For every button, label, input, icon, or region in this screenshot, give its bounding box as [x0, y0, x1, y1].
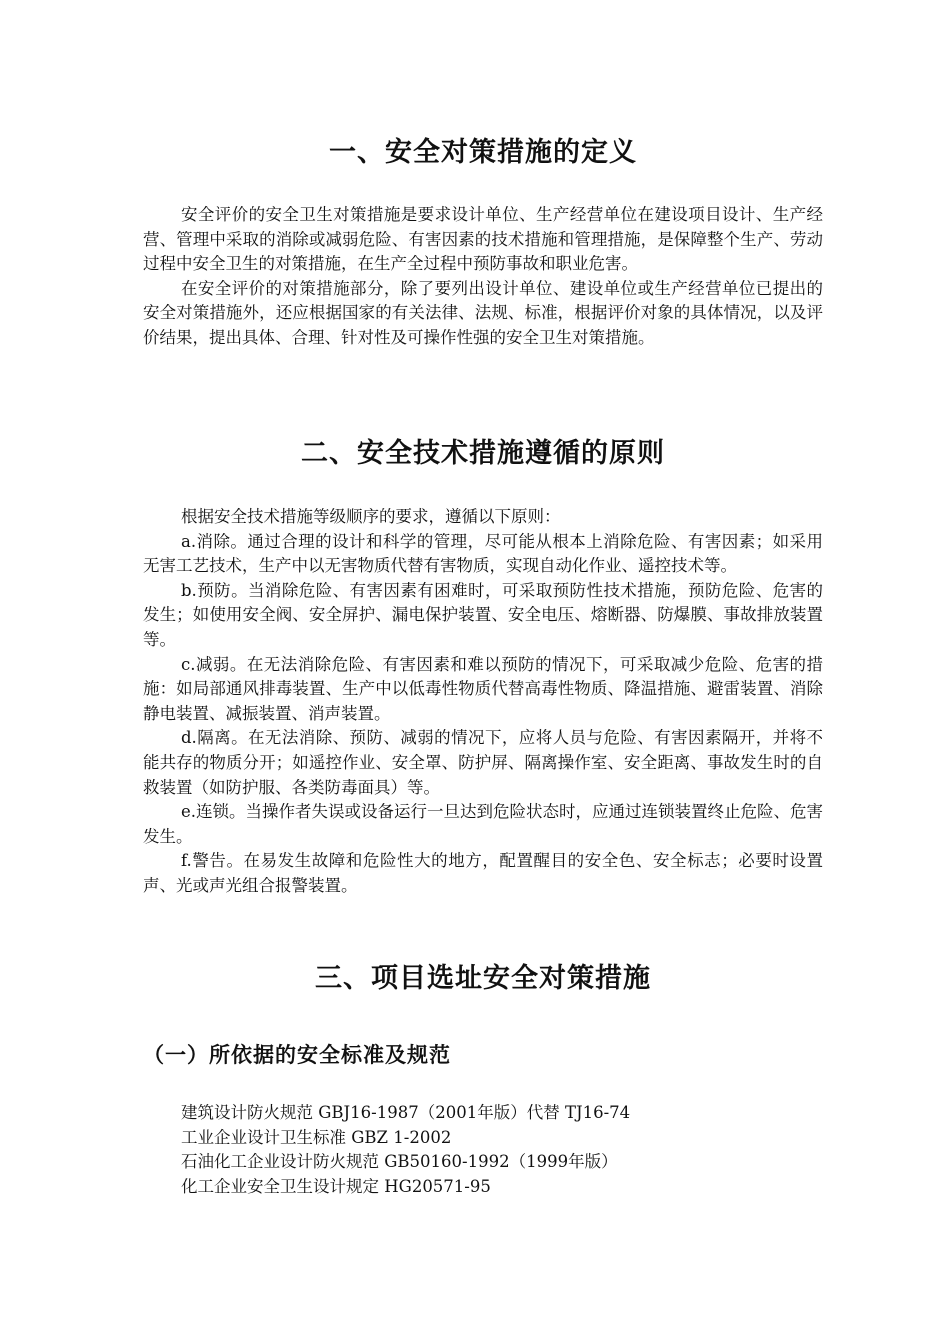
section-1-title: 一、安全对策措施的定义 — [329, 137, 637, 168]
standard-item: 石油化工企业设计防火规范 GB50160-1992（1999年版） — [181, 1152, 618, 1172]
standard-item: 化工企业安全卫生设计规定 HG20571-95 — [181, 1176, 491, 1196]
section-1-body — [143, 203, 823, 351]
principle-item: b.预防。当消除危险、有害因素有困难时，可采取预防性技术措施，预防危险、危害的发生；如使用安全阀、安全屏护、漏电保护装置、安全电压、熔断器、防爆膜、事故排放装置等。 — [143, 580, 823, 649]
subsection-title: （一）所依据的安全标准及规范 — [143, 1043, 451, 1067]
standards-list — [143, 1101, 823, 1199]
principle-item: a.消除。通过合理的设计和科学的管理，尽可能从根本上消除危险、有害因素；如采用无害工艺技术，生产中以无害物质代替有害物质，实现自动化作业、遥控技术等。 — [143, 531, 823, 576]
section-3-title: 三、项目选址安全对策措施 — [315, 963, 651, 994]
principle-item: c.减弱。在无法消除危险、有害因素和难以预防的情况下，可采取减少危险、危害的措施：如局部通风排毒装置、生产中以低毒性物质代替高毒性物质、降温措施、避雷装置、消除静电装置、减振装置、消声装置。 — [143, 654, 823, 723]
standard-item: 建筑设计防火规范 GBJ16-1987（2001年版）代替 TJ16-74 — [181, 1103, 631, 1122]
principle-item: d.隔离。在无法消除、预防、减弱的情况下，应将人员与危险、有害因素隔开，并将不能共存的物质分开；如遥控作业、安全罩、防护屏、隔离操作室、安全距离、事故发生时的自救装置（如防护服、各类防毒面具）等。 — [143, 728, 823, 797]
section-2-body — [143, 505, 823, 899]
paragraph: 安全评价的安全卫生对策措施是要求设计单位、生产经营单位在建设项目设计、生产经营、管理中采取的消除或减弱危险、有害因素的技术措施和管理措施，是保障整个生产、劳动过程中安全卫生的对策措施，在生产全过程中预防事故和职业危害。 — [143, 205, 823, 274]
section-2-intro: 根据安全技术措施等级顺序的要求，遵循以下原则： — [181, 507, 561, 526]
principle-item: e.连锁。当操作者失误或设备运行一旦达到危险状态时，应通过连锁装置终止危险、危害发生。 — [143, 802, 824, 846]
standard-item: 工业企业设计卫生标准 GBZ 1-2002 — [181, 1127, 452, 1147]
paragraph: 在安全评价的对策措施部分，除了要列出设计单位、建设单位或生产经营单位已提出的安全对策措施外，还应根据国家的有关法律、法规、标准，根据评价对象的具体情况，以及评价结果，提出具体、合理、针对性及可操作性强的安全卫生对策措施。 — [143, 278, 823, 347]
section-2-title: 二、安全技术措施遵循的原则 — [301, 438, 665, 469]
principle-item: f.警告。在易发生故障和危险性大的地方，配置醒目的安全色、安全标志；必要时设置声、光或声光组合报警装置。 — [143, 851, 823, 895]
